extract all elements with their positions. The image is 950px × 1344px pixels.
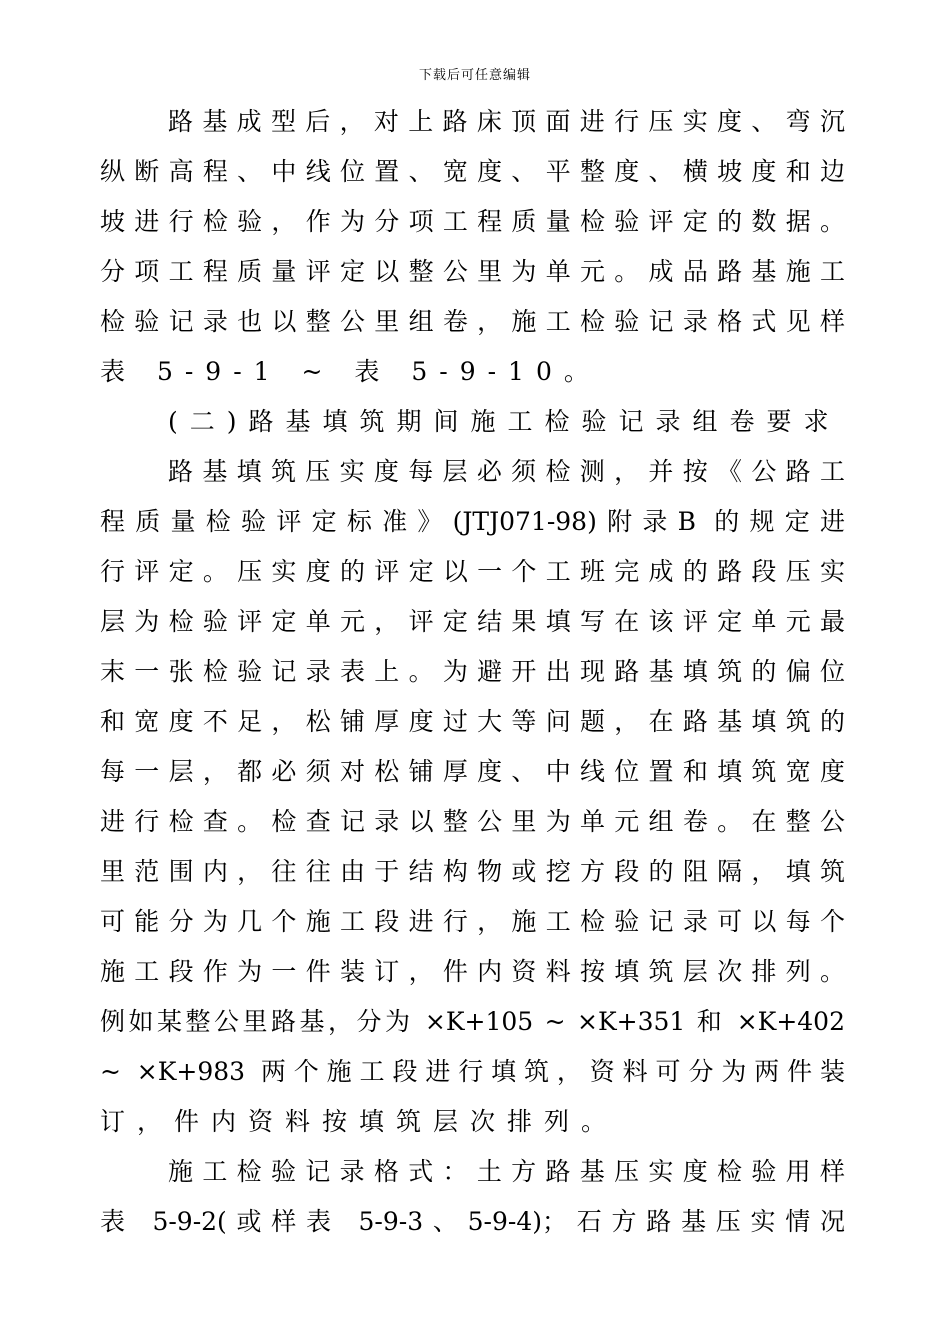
text-line: 路基填筑压实度每层必须检测，并按《公路工 [168,457,845,486]
text-line: 可能分为几个施工段进行，施工检验记录可以每个 [100,907,845,936]
text-line: 表 5-9-2(或样表 5-9-3、5-9-4)；石方路基压实情况 [100,1207,845,1236]
text-line: 里范围内，往往由于结构物或挖方段的阻隔，填筑 [100,857,845,886]
text-line: 分项工程质量评定以整公里为单元。成品路基施工 [100,257,845,286]
text-line: 表 5-9-1 ~ 表 5-9-10。 [100,357,601,386]
text-line: 例如某整公里路基，分为 ×K+105 ~ ×K+351 和 ×K+402 [100,1007,845,1036]
text-line: 纵断高程、中线位置、宽度、平整度、横坡度和边 [100,157,845,186]
text-line: 和宽度不足，松铺厚度过大等问题，在路基填筑的 [100,707,845,736]
header-note: 下载后可任意编辑 [418,68,531,83]
text-line: 进行检查。检查记录以整公里为单元组卷。在整公 [100,807,845,836]
text-line: 程质量检验评定标准》(JTJ071-98)附录B 的规定进 [100,507,845,536]
text-line: 坡进行检验，作为分项工程质量检验评定的数据。 [100,207,845,236]
text-line: 行评定。压实度的评定以一个工班完成的路段压实 [100,557,845,586]
text-line: 施工段作为一件装订，件内资料按填筑层次排列。 [100,957,845,986]
text-line: 订，件内资料按填筑层次排列。 [100,1107,619,1136]
text-line: 末一张检验记录表上。为避开出现路基填筑的偏位 [100,657,845,686]
section-heading: (二)路基填筑期间施工检验记录组卷要求 [168,407,841,436]
text-line: 每一层，都必须对松铺厚度、中线位置和填筑宽度 [100,757,845,786]
text-line: 检验记录也以整公里组卷，施工检验记录格式见样 [100,307,845,336]
text-line: 层为检验评定单元，评定结果填写在该评定单元最 [100,607,845,636]
text-line: 路基成型后，对上路床顶面进行压实度、弯沉 [168,107,845,136]
text-line: 施工检验记录格式：土方路基压实度检验用样 [168,1157,845,1186]
text-line: ~ ×K+983 两个施工段进行填筑，资料可分为两件装 [100,1057,845,1086]
